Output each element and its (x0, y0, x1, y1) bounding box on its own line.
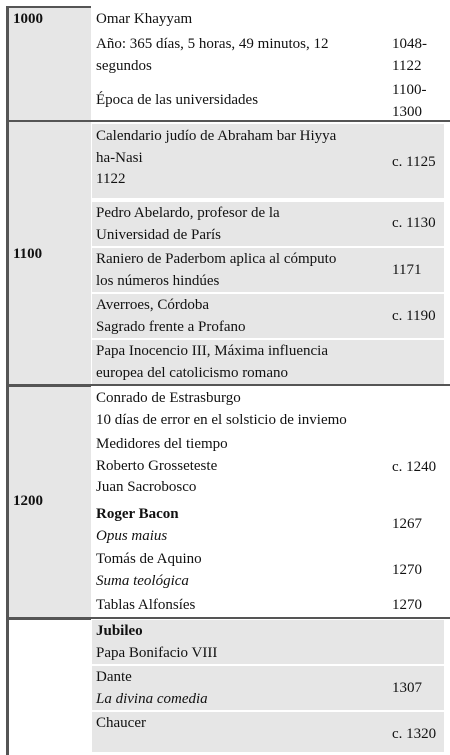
entry-date: c. 1320 (392, 726, 437, 742)
century-label: 1000 (13, 11, 43, 27)
entry-date: 1171 (392, 262, 422, 278)
entry-text: los números hindúes (96, 272, 220, 289)
entry-text: Medidores del tiempo (96, 436, 228, 452)
entry-text: Papa Inocencio III, Máxima influencia (96, 343, 328, 359)
century-label: 1100 (13, 246, 43, 262)
table-row (92, 6, 444, 34)
table-row (92, 503, 444, 549)
entry-text: Papa Bonifacio VIII (96, 644, 218, 661)
century-label: 1200 (13, 493, 43, 509)
entry-text: Chaucer (96, 715, 146, 731)
table-row (92, 595, 444, 617)
century-divider (6, 617, 450, 619)
entry-text: 10 días de error en el solsticio de inviemo (96, 411, 347, 428)
entry-work: La divina comedia (96, 690, 208, 707)
entry-date: 1267 (392, 516, 422, 532)
entry-text: Tomás de Aquino (96, 551, 202, 567)
entry-text: europea del catolicismo romano (96, 364, 289, 381)
table-row (92, 712, 444, 752)
entry-text: Universidad de París (96, 226, 221, 243)
entry-date: 1300 (392, 103, 422, 120)
entry-text: ha-Nasi (96, 149, 143, 166)
entry-date: 1270 (392, 562, 422, 578)
century-divider (6, 384, 450, 386)
table-row (92, 202, 444, 246)
entry-date: c. 1125 (392, 154, 436, 170)
century-cell-1000 (6, 6, 91, 120)
entry-date: 1048- (392, 36, 427, 52)
table-row (92, 34, 444, 80)
entry-date: c. 1130 (392, 215, 436, 231)
table-row (92, 549, 444, 595)
table-row (92, 433, 444, 503)
entry-date: 1270 (392, 597, 422, 613)
entry-work: Suma teológica (96, 572, 189, 589)
table-row (92, 294, 444, 338)
entry-text: Tablas Alfonsíes (96, 597, 196, 613)
entry-text: Época de las universidades (96, 92, 259, 108)
entry-date: c. 1240 (392, 459, 437, 475)
entry-text: Omar Khayyam (96, 11, 193, 27)
table-row (92, 387, 444, 433)
entry-text: Averroes, Córdoba (96, 297, 210, 313)
entry-date: c. 1190 (392, 308, 436, 324)
entry-text: Calendario judío de Abraham bar Hiyya (96, 128, 337, 144)
entry-date: 1122 (392, 57, 422, 74)
entry-text: Dante (96, 669, 132, 685)
entry-title: Jubileo (96, 623, 143, 639)
entry-date: 1100- (392, 82, 427, 98)
table-row (92, 80, 444, 120)
entry-text: Sagrado frente a Profano (96, 318, 246, 335)
entry-text: Juan Sacrobosco (96, 479, 197, 496)
entry-text: Año: 365 días, 5 horas, 49 minutos, 12 (96, 36, 329, 52)
century-divider (6, 120, 450, 122)
table-row (92, 124, 444, 198)
entry-text: Raniero de Paderbom aplica al cómputo (96, 251, 337, 267)
entry-text: Conrado de Estrasburgo (96, 390, 241, 406)
century-cell-1200 (6, 385, 91, 618)
century-cell-1300 (6, 618, 91, 755)
entry-text: Roberto Grosseteste (96, 457, 218, 474)
century-cell-1100 (6, 120, 91, 385)
entry-text: Pedro Abelardo, profesor de la (96, 205, 280, 221)
entry-title: Roger Bacon (96, 506, 179, 522)
entry-text: 1122 (96, 171, 126, 188)
table-row (92, 340, 444, 384)
entry-date: 1307 (392, 680, 422, 696)
entry-text: segundos (96, 57, 152, 74)
table-row (92, 666, 444, 710)
entry-work: Opus maius (96, 527, 168, 544)
table-row (92, 620, 444, 664)
table-row (92, 248, 444, 292)
